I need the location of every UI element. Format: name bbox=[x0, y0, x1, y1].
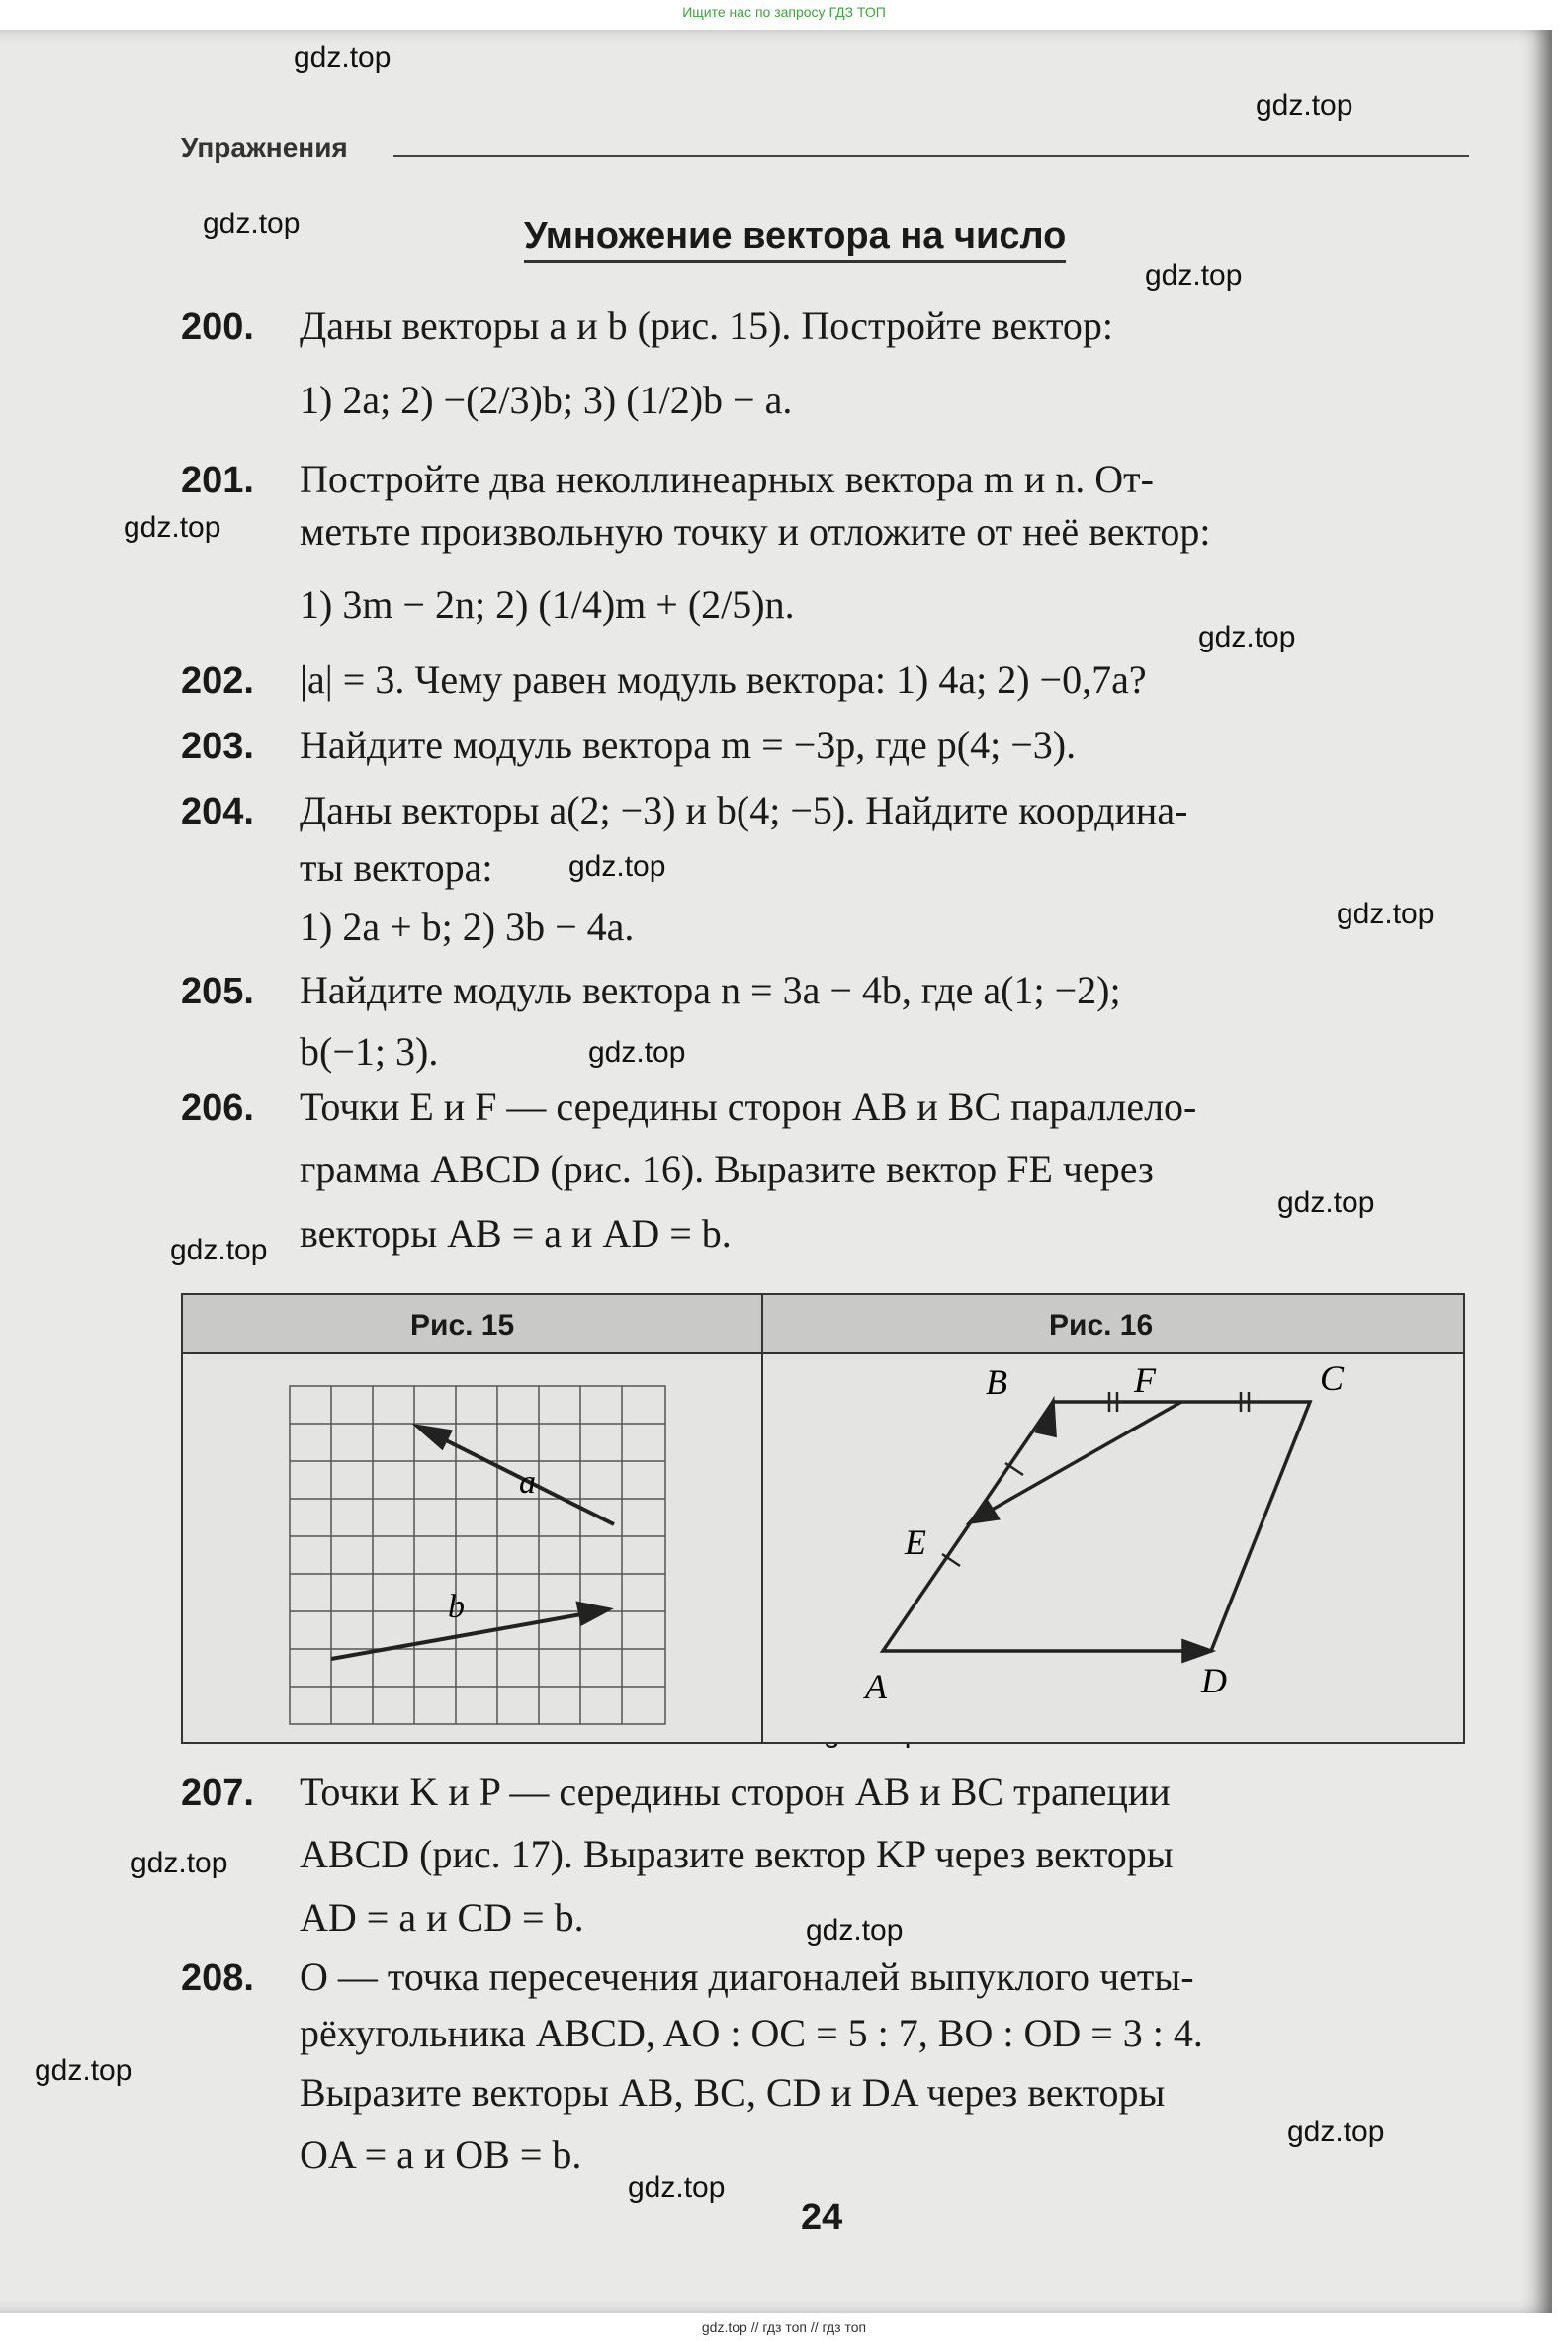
problem-text: |a| = 3. Чему равен модуль вектора: 1) 4a; 2) −0,7a? bbox=[300, 657, 1147, 702]
problem-text: OA = a и OB = b. bbox=[300, 2132, 582, 2177]
problem-number: 205. bbox=[181, 971, 254, 1012]
point-b-label: B bbox=[986, 1362, 1007, 1402]
problem-number: 201. bbox=[181, 460, 254, 501]
problem-text: ты вектора: bbox=[300, 845, 493, 890]
fig15-grid bbox=[290, 1386, 665, 1724]
watermark: gdz.top bbox=[35, 2054, 132, 2087]
watermark: gdz.top bbox=[294, 42, 392, 74]
problem-text: ABCD (рис. 17). Выразите вектор KP через векторы bbox=[300, 1832, 1174, 1876]
fig15-caption: Рис. 15 bbox=[410, 1309, 515, 1342]
parallelogram-abcd bbox=[883, 1402, 1310, 1651]
problem-number: 202. bbox=[181, 660, 254, 702]
topic-heading: Умножение вектора на число bbox=[524, 216, 1066, 263]
problem-text: O — точка пересечения диагоналей выпуклого четы- bbox=[300, 1954, 1194, 1999]
problem-200 bbox=[181, 303, 1114, 348]
watermark: gdz.top bbox=[124, 511, 221, 544]
vector-b-label: b bbox=[448, 1589, 465, 1625]
bottom-banner[interactable]: gdz.top // гдз топ // гдз топ bbox=[701, 2319, 867, 2335]
page-number: 24 bbox=[801, 2197, 843, 2238]
top-banner[interactable]: Ищите нас по запросу ГДЗ ТОП bbox=[682, 4, 886, 20]
watermark: gdz.top bbox=[1145, 259, 1243, 292]
problem-text: Точки K и P — середины сторон AB и BC трапеции bbox=[300, 1770, 1171, 1814]
problem-text: 1) 2a; 2) −(2/3)b; 3) (1/2)b − a. bbox=[300, 378, 793, 422]
problem-206 bbox=[181, 1084, 1197, 1129]
problem-text: рёхугольника ABCD, AO : OC = 5 : 7, BO : OD = 3 : 4. bbox=[300, 2011, 1203, 2055]
watermark: gdz.top bbox=[806, 1914, 904, 1947]
problem-number: 207. bbox=[181, 1773, 254, 1814]
problem-text: AD = a и CD = b. bbox=[300, 1895, 584, 1940]
point-d-label: D bbox=[1201, 1661, 1227, 1700]
watermark: gdz.top bbox=[1337, 898, 1435, 930]
figures-drawing bbox=[183, 1295, 1463, 1742]
problem-number: 204. bbox=[181, 791, 254, 832]
watermark: gdz.top bbox=[1287, 2116, 1385, 2148]
problem-text: Постройте два неколлинеарных вектора m и n. От- bbox=[300, 457, 1154, 501]
vector-a-label: a bbox=[519, 1464, 536, 1501]
point-c-label: C bbox=[1320, 1358, 1345, 1398]
problem-text: Найдите модуль вектора m = −3p, где p(4; −3). bbox=[300, 723, 1077, 767]
watermark: gdz.top bbox=[203, 208, 301, 240]
point-e-label: E bbox=[905, 1522, 926, 1562]
problem-number: 206. bbox=[181, 1087, 254, 1129]
watermark: gdz.top bbox=[1198, 621, 1296, 653]
problem-208 bbox=[181, 1954, 1194, 1999]
problem-number: 203. bbox=[181, 726, 254, 767]
problem-202 bbox=[181, 657, 1147, 702]
problem-text: векторы AB = a и AD = b. bbox=[300, 1211, 732, 1256]
watermark: gdz.top bbox=[131, 1847, 228, 1879]
point-a-label: A bbox=[865, 1667, 887, 1706]
vector-fe-arrow bbox=[970, 1402, 1181, 1522]
problem-text: Даны векторы a и b (рис. 15). Постройте вектор: bbox=[300, 303, 1114, 348]
problem-text: грамма ABCD (рис. 16). Выразите вектор FE через bbox=[300, 1147, 1154, 1191]
problem-number: 200. bbox=[181, 306, 254, 348]
section-label: Упражнения bbox=[181, 132, 348, 163]
problem-number: 208. bbox=[181, 1957, 254, 1999]
problem-text: 1) 2a + b; 2) 3b − 4a. bbox=[300, 905, 635, 949]
fig16-caption: Рис. 16 bbox=[1049, 1309, 1154, 1342]
watermark: gdz.top bbox=[628, 2171, 726, 2204]
problem-text: b(−1; 3). bbox=[300, 1029, 439, 1074]
problem-text: метьте произвольную точку и отложите от неё вектор: bbox=[300, 509, 1211, 554]
watermark: gdz.top bbox=[588, 1036, 686, 1069]
vector-a-arrow bbox=[418, 1427, 614, 1524]
watermark: gdz.top bbox=[1256, 89, 1353, 122]
problem-text: Даны векторы a(2; −3) и b(4; −5). Найдите координа- bbox=[300, 788, 1188, 832]
problem-205 bbox=[181, 968, 1121, 1012]
problem-203 bbox=[181, 723, 1077, 767]
problem-text: Найдите модуль вектора n = 3a − 4b, где a(1; −2); bbox=[300, 968, 1121, 1012]
section-rule bbox=[393, 155, 1469, 157]
point-f-label: F bbox=[1134, 1360, 1156, 1400]
watermark: gdz.top bbox=[170, 1234, 268, 1266]
problem-201 bbox=[181, 457, 1154, 501]
watermark: gdz.top bbox=[1277, 1186, 1375, 1219]
figures-panel bbox=[181, 1293, 1465, 1744]
problem-text: Выразите векторы AB, BC, CD и DA через векторы bbox=[300, 2070, 1166, 2115]
problem-207 bbox=[181, 1770, 1171, 1814]
watermark: gdz.top bbox=[568, 850, 666, 883]
vector-ad-arrow bbox=[1183, 1641, 1211, 1661]
problem-text: Точки E и F — середины сторон AB и BC параллело- bbox=[300, 1084, 1197, 1129]
tick-marks bbox=[942, 1392, 1249, 1566]
problem-204 bbox=[181, 788, 1188, 832]
problem-text: 1) 3m − 2n; 2) (1/4)m + (2/5)n. bbox=[300, 582, 795, 627]
